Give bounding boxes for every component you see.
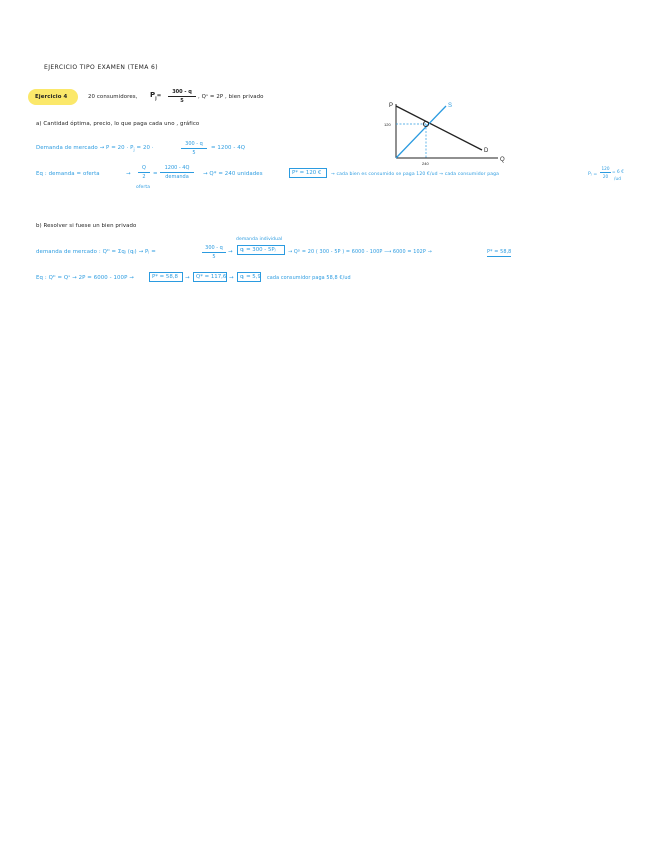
fraction-bar <box>202 252 226 253</box>
fraction-bar <box>138 172 150 173</box>
equilibrium-label: Eq : demanda = oferta <box>36 171 100 177</box>
demand-line-numerator: 300 - q <box>185 141 203 147</box>
exercise-statement: 20 consumidores, <box>88 94 138 100</box>
arrow-3: → <box>185 275 190 281</box>
part-b-equilibrium-end: cada consumidor paga 58,8 €/ud <box>267 275 351 281</box>
supply-frac-denominator: 2 <box>142 174 146 180</box>
individual-price-fraction <box>600 166 611 179</box>
part-b-numerator: 300 - q <box>205 245 223 251</box>
individual-demand-sub: j <box>155 95 157 101</box>
price-result-box: P* = 58,8 <box>149 272 183 282</box>
supply-demand-graph <box>376 100 506 170</box>
individual-price-label: Pⱼ = <box>588 172 598 177</box>
individual-demand-symbol <box>150 92 161 101</box>
part-b-market-demand: → Qᴰ = 20 ( 300 - 5P ) = 6000 - 100P ⟶ 6000 = 102P → <box>288 249 432 255</box>
demand-frac-denominator: demanda <box>165 174 189 180</box>
arrow-4: → <box>229 275 234 281</box>
price-tick: 120 <box>384 122 391 127</box>
individual-price-unit: /ud <box>614 176 622 181</box>
demand-line-mid: = 20 · <box>136 145 154 151</box>
individual-demand-note: demanda individual <box>236 237 283 242</box>
individual-demand-eq: = <box>156 93 162 99</box>
equals-sign: = <box>153 171 158 177</box>
arrow-2: → <box>228 249 233 255</box>
y-axis-label: P <box>389 103 394 109</box>
part-b-price-result: P* = 58,8 <box>487 249 512 255</box>
supply-frac-numerator: Q <box>142 165 146 171</box>
individual-demand-p: P <box>150 91 156 99</box>
individual-price-value: = 6 € <box>612 169 624 174</box>
arrow-1: → <box>126 171 131 177</box>
demand-line-denominator: 5 <box>192 150 196 156</box>
supply-label: S <box>448 103 453 109</box>
fraction-bar <box>160 172 194 173</box>
x-axis-label: Q <box>500 157 505 163</box>
page-title: EJERCICIO TIPO EXAMEN (TEMA 6) <box>44 64 158 71</box>
individual-quantity-box: qⱼ = 5,9 <box>237 272 261 282</box>
part-b-equilibrium-line: Eq : Qᴰ = Qˢ → 2P = 6000 - 100P → <box>36 275 134 281</box>
quantity-tick: 240 <box>422 161 429 166</box>
fraction-bar <box>600 172 611 173</box>
fraction-bar <box>181 148 207 149</box>
part-b-demand-line: demanda de mercado : Qᴰ = Σqⱼ (qⱼ) → Pⱼ = <box>36 249 156 255</box>
demand-label: D <box>484 148 489 154</box>
supply-statement: , Qˢ = 2P , bien privado <box>198 94 264 100</box>
individual-demand-numerator: 300 - q <box>172 89 192 95</box>
quantity-result-box: Q* = 117,6 <box>193 272 227 282</box>
fraction-bar <box>168 96 196 97</box>
part-a-demand-line <box>36 145 154 153</box>
demand-line-text: Demanda de mercado → P = 20 · P <box>36 145 134 151</box>
part-b-denominator: 5 <box>212 254 216 260</box>
exercise-label: Ejercicio 4 <box>35 94 68 100</box>
equilibrium-tail: → cada bien es consumido se paga 120 €/ud → cada consumidor paga <box>331 172 500 177</box>
part-b-fraction <box>202 245 226 260</box>
supply-curve <box>396 106 446 158</box>
supply-underlabel: oferta <box>136 185 151 190</box>
demand-line-sub: j <box>133 147 135 153</box>
individual-price-numerator: 120 <box>601 166 610 171</box>
part-a-heading: a) Cantidad óptima, precio, lo que paga cada uno , gráfico <box>36 121 200 127</box>
equilibrium-price-box: P* = 120 € <box>289 168 327 178</box>
demand-fraction <box>160 165 194 180</box>
demand-line-result: = 1200 - 4Q <box>211 145 246 151</box>
equilibrium-quantity: → Q* = 240 unidades <box>203 171 263 177</box>
individual-price-denominator: 20 <box>602 174 609 179</box>
part-b-heading: b) Resolver si fuese un bien privado <box>36 223 137 229</box>
individual-demand-box: qⱼ = 300 - 5Pⱼ <box>237 245 285 255</box>
individual-demand-fraction <box>168 89 196 104</box>
demand-line-fraction <box>181 141 207 156</box>
individual-demand-denominator: 5 <box>180 98 184 104</box>
demand-frac-numerator: 1200 - 4Q <box>164 165 190 171</box>
supply-fraction <box>138 165 150 180</box>
